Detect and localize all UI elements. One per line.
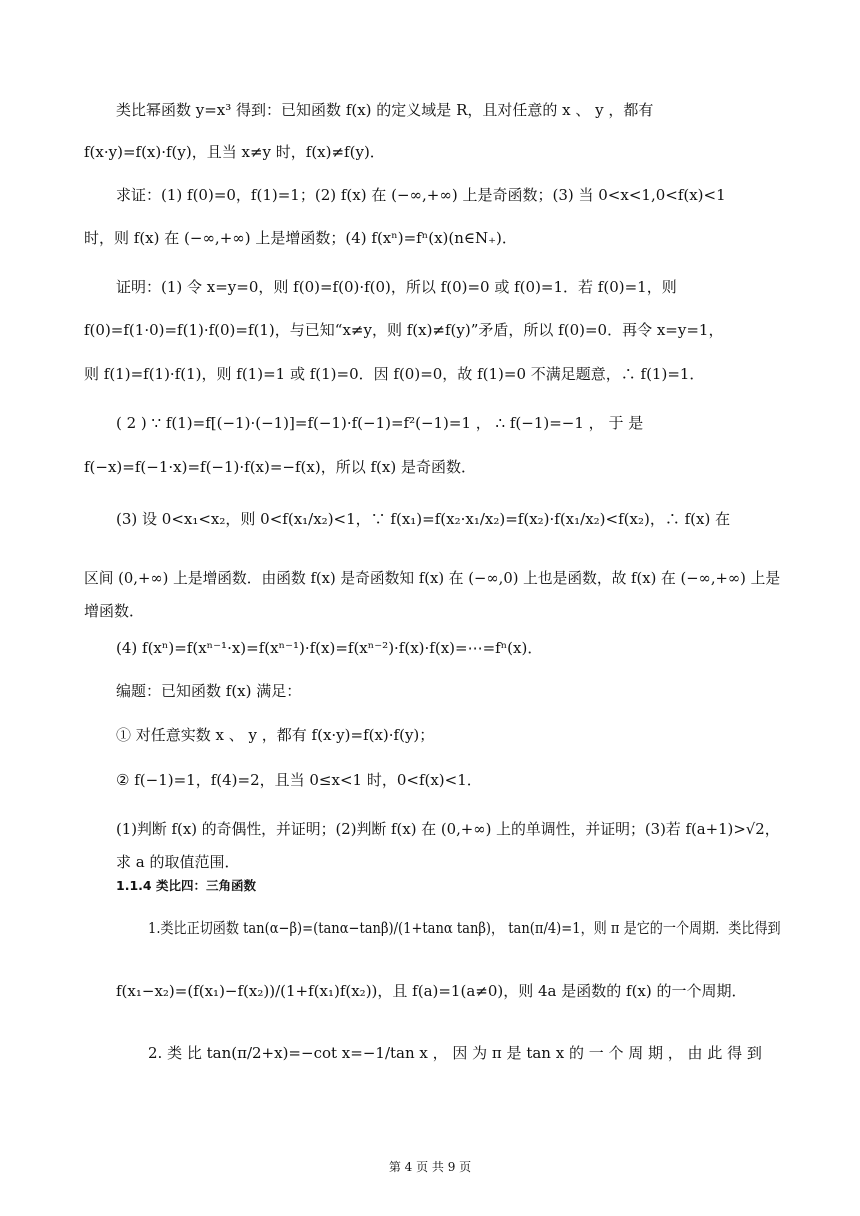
text-line: 证明：(1) 令 x=y=0，则 f(0)=f(0)·f(0)，所以 f(0)=0 或 f(0)=1．若 f(0)=1，则 (116, 278, 677, 296)
text-line: 区间 (0,+∞) 上是增函数．由函数 f(x) 是奇函数知 f(x) 在 (−∞,0) 上也是函数，故 f(x) 在 (−∞,+∞) 上是 (84, 569, 781, 587)
text-line: 2. 类 比 tan(π/2+x)=−cot x=−1/tan x ， 因 为 π 是 tan x 的 一 个 周 期 ， 由 此 得 到 (148, 1044, 762, 1062)
text-line: 求 a 的取值范围． (116, 853, 240, 871)
text-line: (4) f(xⁿ)=f(xⁿ⁻¹·x)=f(xⁿ⁻¹)·f(x)=f(xⁿ⁻²)·f(x)·f(x)=⋯=fⁿ(x)． (116, 639, 543, 657)
text-line: ② f(−1)=1，f(4)=2，且当 0≤x<1 时，0<f(x)<1． (116, 771, 482, 789)
text-line: f(0)=f(1·0)=f(1)·f(0)=f(1)，与已知“x≠y，则 f(x)≠f(y)”矛盾，所以 f(0)=0．再令 x=y=1， (84, 321, 724, 339)
text-line: f(x·y)=f(x)·f(y)，且当 x≠y 时，f(x)≠f(y)． (84, 143, 385, 161)
text-line: (1)判断 f(x) 的奇偶性，并证明；(2)判断 f(x) 在 (0,+∞) 上的单调性，并证明；(3)若 f(a+1)>√2， (116, 820, 780, 838)
text-line: 则 f(1)=f(1)·f(1)，则 f(1)=1 或 f(1)=0．因 f(0)=0，故 f(1)=0 不满足题意，∴ f(1)=1． (84, 365, 705, 383)
page-footer: 第 4 页 共 9 页 (388, 1160, 472, 1174)
text-line: (3) 设 0<x₁<x₂，则 0<f(x₁/x₂)<1，∵ f(x₁)=f(x₂·x₁/x₂)=f(x₂)·f(x₁/x₂)<f(x₂)，∴ f(x) 在 (116, 510, 731, 528)
text-line: ( 2 ) ∵ f(1)=f[(−1)·(−1)]=f(−1)·f(−1)=f²(−1)=1 ， ∴ f(−1)=−1 ， 于 是 (116, 414, 644, 432)
text-line: 编题：已知函数 f(x) 满足： (116, 682, 302, 700)
text-line: 类比幂函数 y=x³ 得到：已知函数 f(x) 的定义域是 R，且对任意的 x 、 y ，都有 (116, 101, 654, 119)
text-line: ① 对任意实数 x 、 y ，都有 f(x·y)=f(x)·f(y)； (116, 726, 435, 744)
text-line: 1.类比正切函数 tan(α−β)=(tanα−tanβ)/(1+tanα tanβ)， tan(π/4)=1，则 π 是它的一个周期．类比得到 (148, 919, 781, 937)
text-line: 时，则 f(x) 在 (−∞,+∞) 上是增函数；(4) f(xⁿ)=fⁿ(x)(n∈N₊)． (84, 229, 517, 247)
section-heading: 1.1.4 类比四：三角函数 (116, 878, 256, 893)
text-line: 增函数． (84, 602, 145, 620)
text-line: 求证：(1) f(0)=0，f(1)=1；(2) f(x) 在 (−∞,+∞) 上是奇函数；(3) 当 0<x<1,0<f(x)<1 (116, 186, 726, 204)
text-line: f(−x)=f(−1·x)=f(−1)·f(x)=−f(x)，所以 f(x) 是奇函数． (84, 458, 476, 476)
text-line: f(x₁−x₂)=(f(x₁)−f(x₂))/(1+f(x₁)f(x₂))，且 f(a)=1(a≠0)，则 4a 是函数的 f(x) 的一个周期． (116, 982, 747, 1000)
